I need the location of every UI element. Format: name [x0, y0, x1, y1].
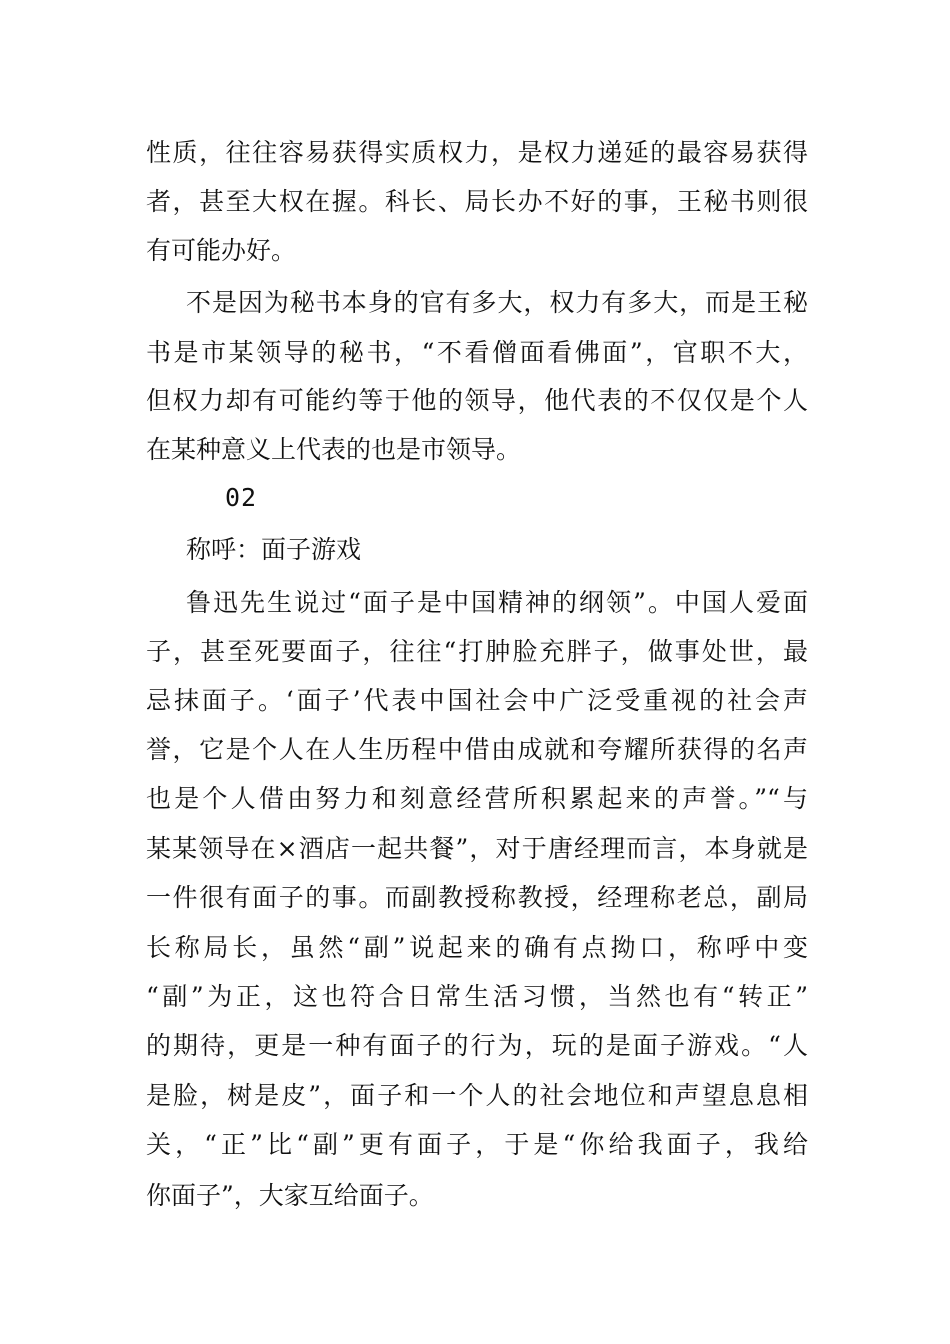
paragraph-3-line-2: 子，甚至死要面子，往往“打肿脸充胖子，做事处世，最: [146, 637, 808, 666]
paragraph-3-line-13: 你面子”，大家互给面子。: [146, 1181, 434, 1210]
paragraph-3-line-3: 忌抹面子。‘面子’代表中国社会中广泛受重视的社会声: [146, 686, 808, 715]
paragraph-3-line-7: 一件很有面子的事。而副教授称教授，经理称老总，副局: [146, 883, 808, 912]
paragraph-2-line-1: 不是因为秘书本身的官有多大，权力有多大，而是王秘: [186, 288, 808, 317]
paragraph-3-line-4: 誉，它是个人在人生历程中借由成就和夸耀所获得的名声: [146, 735, 808, 764]
paragraph-3-line-6: 某某领导在×酒店一起共餐”，对于唐经理而言，本身就是: [146, 834, 808, 863]
paragraph-3-line-1: 鲁迅先生说过“面子是中国精神的纲领”。中国人爱面: [186, 588, 808, 617]
paragraph-3-line-12: 关，“正”比“副”更有面子，于是“你给我面子，我给: [146, 1130, 808, 1159]
paragraph-1-line-2: 者，甚至大权在握。科长、局长办不好的事，王秘书则很: [146, 187, 808, 216]
paragraph-3-line-9: “副”为正，这也符合日常生活习惯，当然也有“转正”: [146, 982, 808, 1011]
paragraph-3-line-8: 长称局长，虽然“副”说起来的确有点拗口，称呼中变: [146, 933, 808, 962]
paragraph-2-line-4: 在某种意义上代表的也是市领导。: [146, 435, 522, 464]
paragraph-3-line-10: 的期待，更是一种有面子的行为，玩的是面子游戏。“人: [146, 1031, 808, 1060]
paragraph-3-line-5: 也是个人借由努力和刻意经营所积累起来的声誉。”“与: [146, 784, 808, 813]
paragraph-1-line-3: 有可能办好。: [146, 236, 297, 265]
section-title: 称呼：面子游戏: [186, 535, 362, 564]
paragraph-2-line-3: 但权力却有可能约等于他的领导，他代表的不仅仅是个人: [146, 386, 808, 415]
paragraph-3-line-11: 是脸，树是皮”，面子和一个人的社会地位和声望息息相: [146, 1081, 808, 1110]
paragraph-2-line-2: 书是市某领导的秘书，“不看僧面看佛面”，官职不大，: [146, 338, 808, 367]
paragraph-1-line-1: 性质，往往容易获得实质权力，是权力递延的最容易获得: [146, 138, 808, 167]
section-number: 02: [225, 483, 258, 512]
